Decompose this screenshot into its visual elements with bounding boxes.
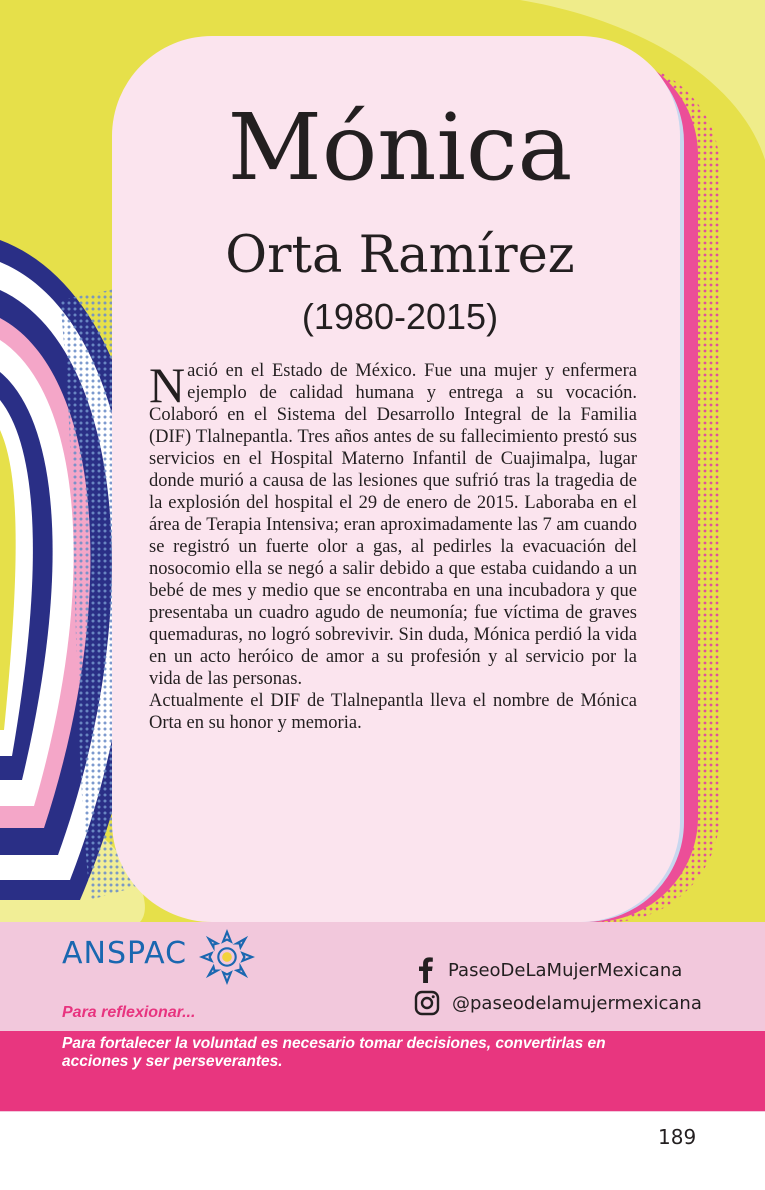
bio-text-1: ació en el Estado de México. Fue una mujer y enfermera ejemplo de calidad humana y entrega a su vocación. Colaboró en el Sistema del Desarrollo Integral de la Familia (DIF) Tlalnepantla. Tres años antes de su fallecimiento prestó sus servicios en el Hospital Materno Infantil de Cuajimalpa, lugar donde murió a causa de las lesiones que sufrió tras la tragedia de la explosión del hospital el 29 de enero de 2015. Laboraba en el área de Terapia Intensiva; eran aproximadamente las 7 am cuando se registró un fuerte olor a gas, al pedirles la evacuación del nosocomio ella se negó a salir debido a que estaba cuidando a un bebé de mes y medio que se encontraba en una incubadora y que presentaba un cuadro agudo de neumonía; fue víctima de graves quemaduras, no logró sobrevivir. Sin duda, Mónica perdió la vida en un acto heróico de amor a su profesión y al servicio por la vida de las personas. — [149, 361, 637, 689]
instagram-handle[interactable]: @paseodelamujermexicana — [452, 992, 702, 1014]
facebook-row[interactable] — [414, 956, 682, 984]
bio-paragraph-2: Actualmente el DIF de Tlalnepantla lleva el nombre de Mónica Orta en su honor y memoria. — [149, 691, 637, 733]
facebook-handle[interactable]: PaseoDeLaMujerMexicana — [448, 959, 683, 981]
reflect-text: Para fortalecer la voluntad es necesario tomar decisiones, convertirlas en acciones y ser perseverantes. — [62, 1035, 606, 1070]
instagram-row[interactable] — [414, 990, 702, 1016]
facebook-icon — [414, 956, 436, 984]
page-number: 189 — [658, 1125, 697, 1149]
instagram-icon — [414, 990, 440, 1016]
bio-paragraph-1 — [149, 357, 637, 690]
biography — [149, 357, 637, 734]
anspac-logo-text: ANSPAC — [62, 936, 188, 971]
reflect-label: Para reflexionar... — [62, 1004, 196, 1021]
title-last-names: Orta Ramírez — [225, 226, 575, 285]
title-first-name: Mónica — [227, 94, 573, 201]
anspac-star-icon — [198, 928, 256, 986]
life-years: (1980-2015) — [301, 296, 499, 337]
bottom-white-strip — [0, 1110, 765, 1190]
drop-cap: N — [149, 357, 186, 413]
